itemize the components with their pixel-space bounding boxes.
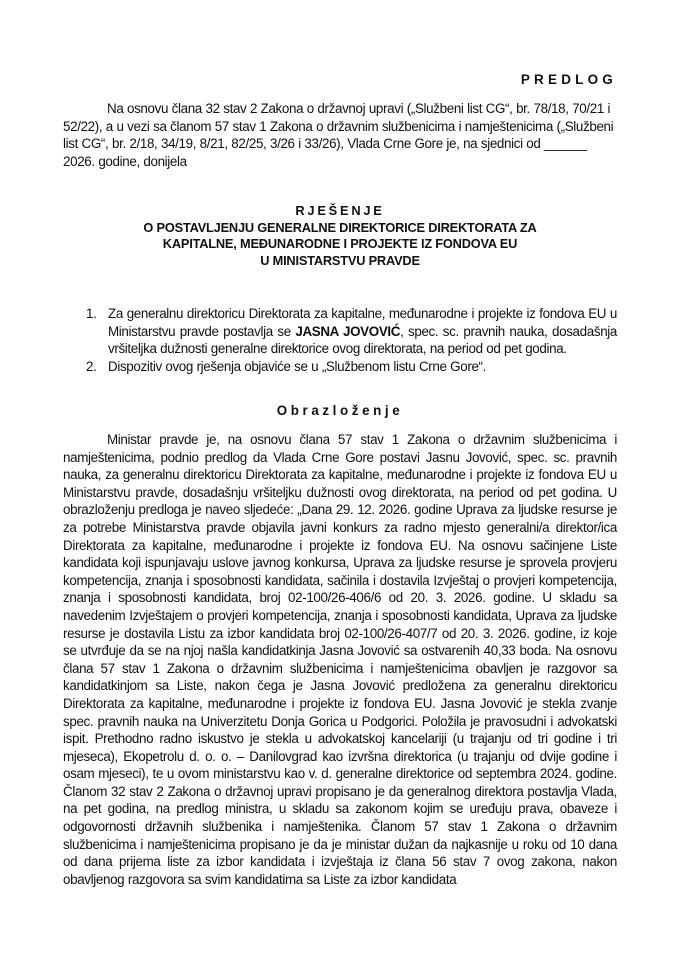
decision-items-list bbox=[63, 305, 617, 375]
document-status-label: PREDLOG bbox=[520, 72, 617, 87]
list-marker: 2. bbox=[86, 358, 97, 374]
item-text-before: Za generalnu direktoricu Direktorata za kapitalne, međunarodne i projekte iz fondova EU u Ministarstvu pravde postavlja se bbox=[108, 306, 617, 339]
appointee-name: JASNA JOVOVIĆ bbox=[295, 323, 401, 339]
decision-item-1 bbox=[63, 305, 617, 358]
item-text: Dispozitiv ovog rješenja objaviće se u „Službenom listu Crne Gore“. bbox=[108, 358, 487, 374]
item-text-after: , spec. sc. pravnih nauka, dosadašnja vršiteljka dužnosti generalne direktorice ovog direktorata, na period od pet godina. bbox=[108, 323, 618, 357]
decision-title-line-2: KAPITALNE, MEĐUNARODNE I PROJEKTE IZ FONDOVA EU bbox=[162, 236, 518, 251]
decision-item-2 bbox=[63, 358, 617, 376]
explanation-heading: Obrazloženje bbox=[276, 403, 404, 418]
list-marker: 1. bbox=[86, 306, 97, 321]
preamble-paragraph: Na osnovu člana 32 stav 2 Zakona o državnoj upravi („Službeni list CG“, br. 78/18, 70/21 i 52/22), a u vezi sa članom 57 stav 1 Zakona o državnim službenicima i namještenicima („Službeni list CG“, br. 2/18, 34/19, 8/21, 82/25, 3/26 i 33/26), Vlada Crne Gore je, na sjednici od ______ 2026. godine, donijela bbox=[63, 101, 614, 169]
decision-title-block bbox=[63, 203, 617, 269]
decision-title-line-1: O POSTAVLJENJU GENERALNE DIREKTORICE DIREKTORATA ZA bbox=[143, 219, 537, 235]
decision-title-line-3: U MINISTARSTVU PRAVDE bbox=[260, 252, 420, 268]
decision-heading: RJEŠENJE bbox=[295, 203, 385, 218]
explanation-body: Ministar pravde je, na osnovu člana 57 stav 1 Zakona o državnim službenicima i namještenicima, podnio predlog da Vlada Crne Gore postavi Jasnu Jovović, spec. sc. pravnih nauka, za generalnu direktoricu Direktorata za kapitalne, međunarodne i projekte iz fondova EU u Ministarstvu pravde, dosadašnju vršiteljku dužnosti ovog direktorata, na period od pet godina. U obrazloženju predloga je naveo sljedeće: „Dana 29. 12. 2026. godine Uprava za ljudske resurse je za potrebe Ministarstva pravde objavila javni konkurs za radno mjesto generalni/a direktor/ica Direktorata za kapitalne, međunarodne i projekte iz fondova EU. Na osnovu sačinjene Liste kandidata koji ispunjavaju uslove javnog konkursa, Uprava za ljudske resurse je sprovela provjeru kompetencija, znanja i sposobnosti kandidata, sačinila i dostavila Izvještaj o provjeri kompetencija, znanja i sposobnosti kandidata, broj 02-100/26-406/6 od 20. 3. 2026. godine. U skladu sa navedenim Izvještajem o provjeri kompetencija, znanja i sposobnosti kandidata, Uprava za ljudske resurse je dostavila Listu za izbor kandidata broj 02-100/26-407/7 od 20. 3. 2026. godine, iz koje se utvrđuje da se na njoj našla kandidatkinja Jasna Jovović sa ostvarenih 40,33 boda. Na osnovu člana 57 stav 1 Zakona o državnim službenicima i namještenicima obavljen je razgovor sa kandidatkinjom sa Liste, nakon čega je Jasna Jovović predložena za generalnu direktoricu Direktorata za kapitalne, međunarodne i projekte iz fondova EU. Jasna Jovović je stekla zvanje spec. pravnih nauka na Univerzitetu Donja Gorica u Podgorici. Položila je pravosudni i advokatski ispit. Prethodno radno iskustvo je stekla u advokatskoj kancelariji (u trajanju od tri godine i tri mjeseca), Ekopetrolu d. o. o. – Danilovgrad kao izvršna direktorica (u trajanju od dvije godine i osam mjeseci), te u ovom ministarstvu kao v. d. generalne direktorice od septembra 2024. godine. Članom 32 stav 2 Zakona o državnoj upravi propisano je da generalnog direktora postavlja Vlada, na pet godina, na predlog ministra, u skladu sa zakonom kojim se uređuju prava, obaveze i odgovornosti državnih službenika i namještenika. Članom 57 stav 1 Zakona o državnim službenicima i namještenicima propisano je da je ministar dužan da najkasnije u roku od 10 dana od dana prijema liste za izbor kandidata i izvještaja iz člana 56 stav 7 ovog zakona, nakon obavljenog razgovora sa svim kandidatima sa Liste za izbor kandidata bbox=[63, 432, 617, 887]
